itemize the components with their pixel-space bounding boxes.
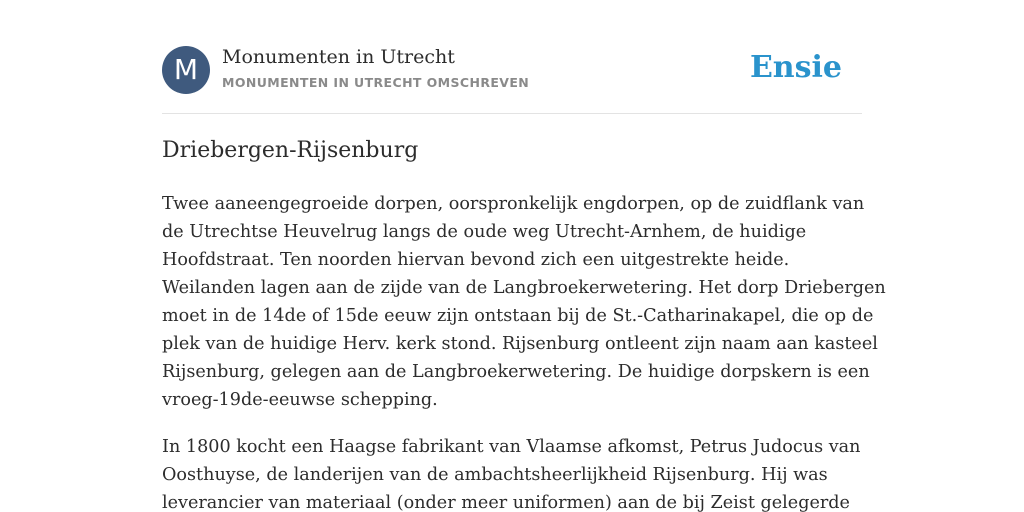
paragraph-line: moet in de 14de of 15de eeuw zijn ontstaan bij de St.-Catharinakapel, die op de bbox=[162, 306, 874, 326]
paragraph-line: plek van de huidige Herv. kerk stond. Rijsenburg ontleent zijn naam aan kasteel bbox=[162, 334, 878, 354]
article-title: Driebergen-Rijsenburg bbox=[162, 138, 419, 163]
paragraph-line: Twee aaneengegroeide dorpen, oorspronkelijk engdorpen, op de zuidflank van bbox=[162, 194, 865, 214]
article-body bbox=[162, 190, 886, 512]
paragraph-line: Hoofdstraat. Ten noorden hiervan bevond zich een uitgestrekte heide. bbox=[162, 250, 790, 270]
paragraph-line: leverancier van materiaal (onder meer uniformen) aan de bij Zeist gelegerde bbox=[162, 493, 850, 512]
paragraph-line: Weilanden lagen aan de zijde van de Langbroekerwetering. Het dorp Driebergen bbox=[162, 278, 886, 298]
site-avatar[interactable]: M bbox=[162, 46, 210, 94]
header-divider bbox=[162, 113, 862, 114]
paragraph-line: de Utrechtse Heuvelrug langs de oude weg Utrecht-Arnhem, de huidige bbox=[162, 222, 807, 242]
site-header bbox=[162, 46, 862, 96]
paragraph-1 bbox=[162, 190, 886, 414]
paragraph-line: vroeg-19de-eeuwse schepping. bbox=[162, 390, 438, 410]
paragraph-2 bbox=[162, 433, 862, 512]
paragraph-line: Rijsenburg, gelegen aan de Langbroekerwetering. De huidige dorpskern is een bbox=[162, 362, 870, 382]
paragraph-line: Oosthuyse, de landerijen van de ambachtsheerlijkheid Rijsenburg. Hij was bbox=[162, 465, 828, 485]
site-subtitle: MONUMENTEN IN UTRECHT OMSCHREVEN bbox=[222, 75, 530, 90]
paragraph-line: In 1800 kocht een Haagse fabrikant van Vlaamse afkomst, Petrus Judocus van bbox=[162, 437, 861, 457]
ensie-logo-link[interactable]: Ensie bbox=[749, 50, 842, 85]
site-title[interactable]: Monumenten in Utrecht bbox=[222, 46, 455, 68]
